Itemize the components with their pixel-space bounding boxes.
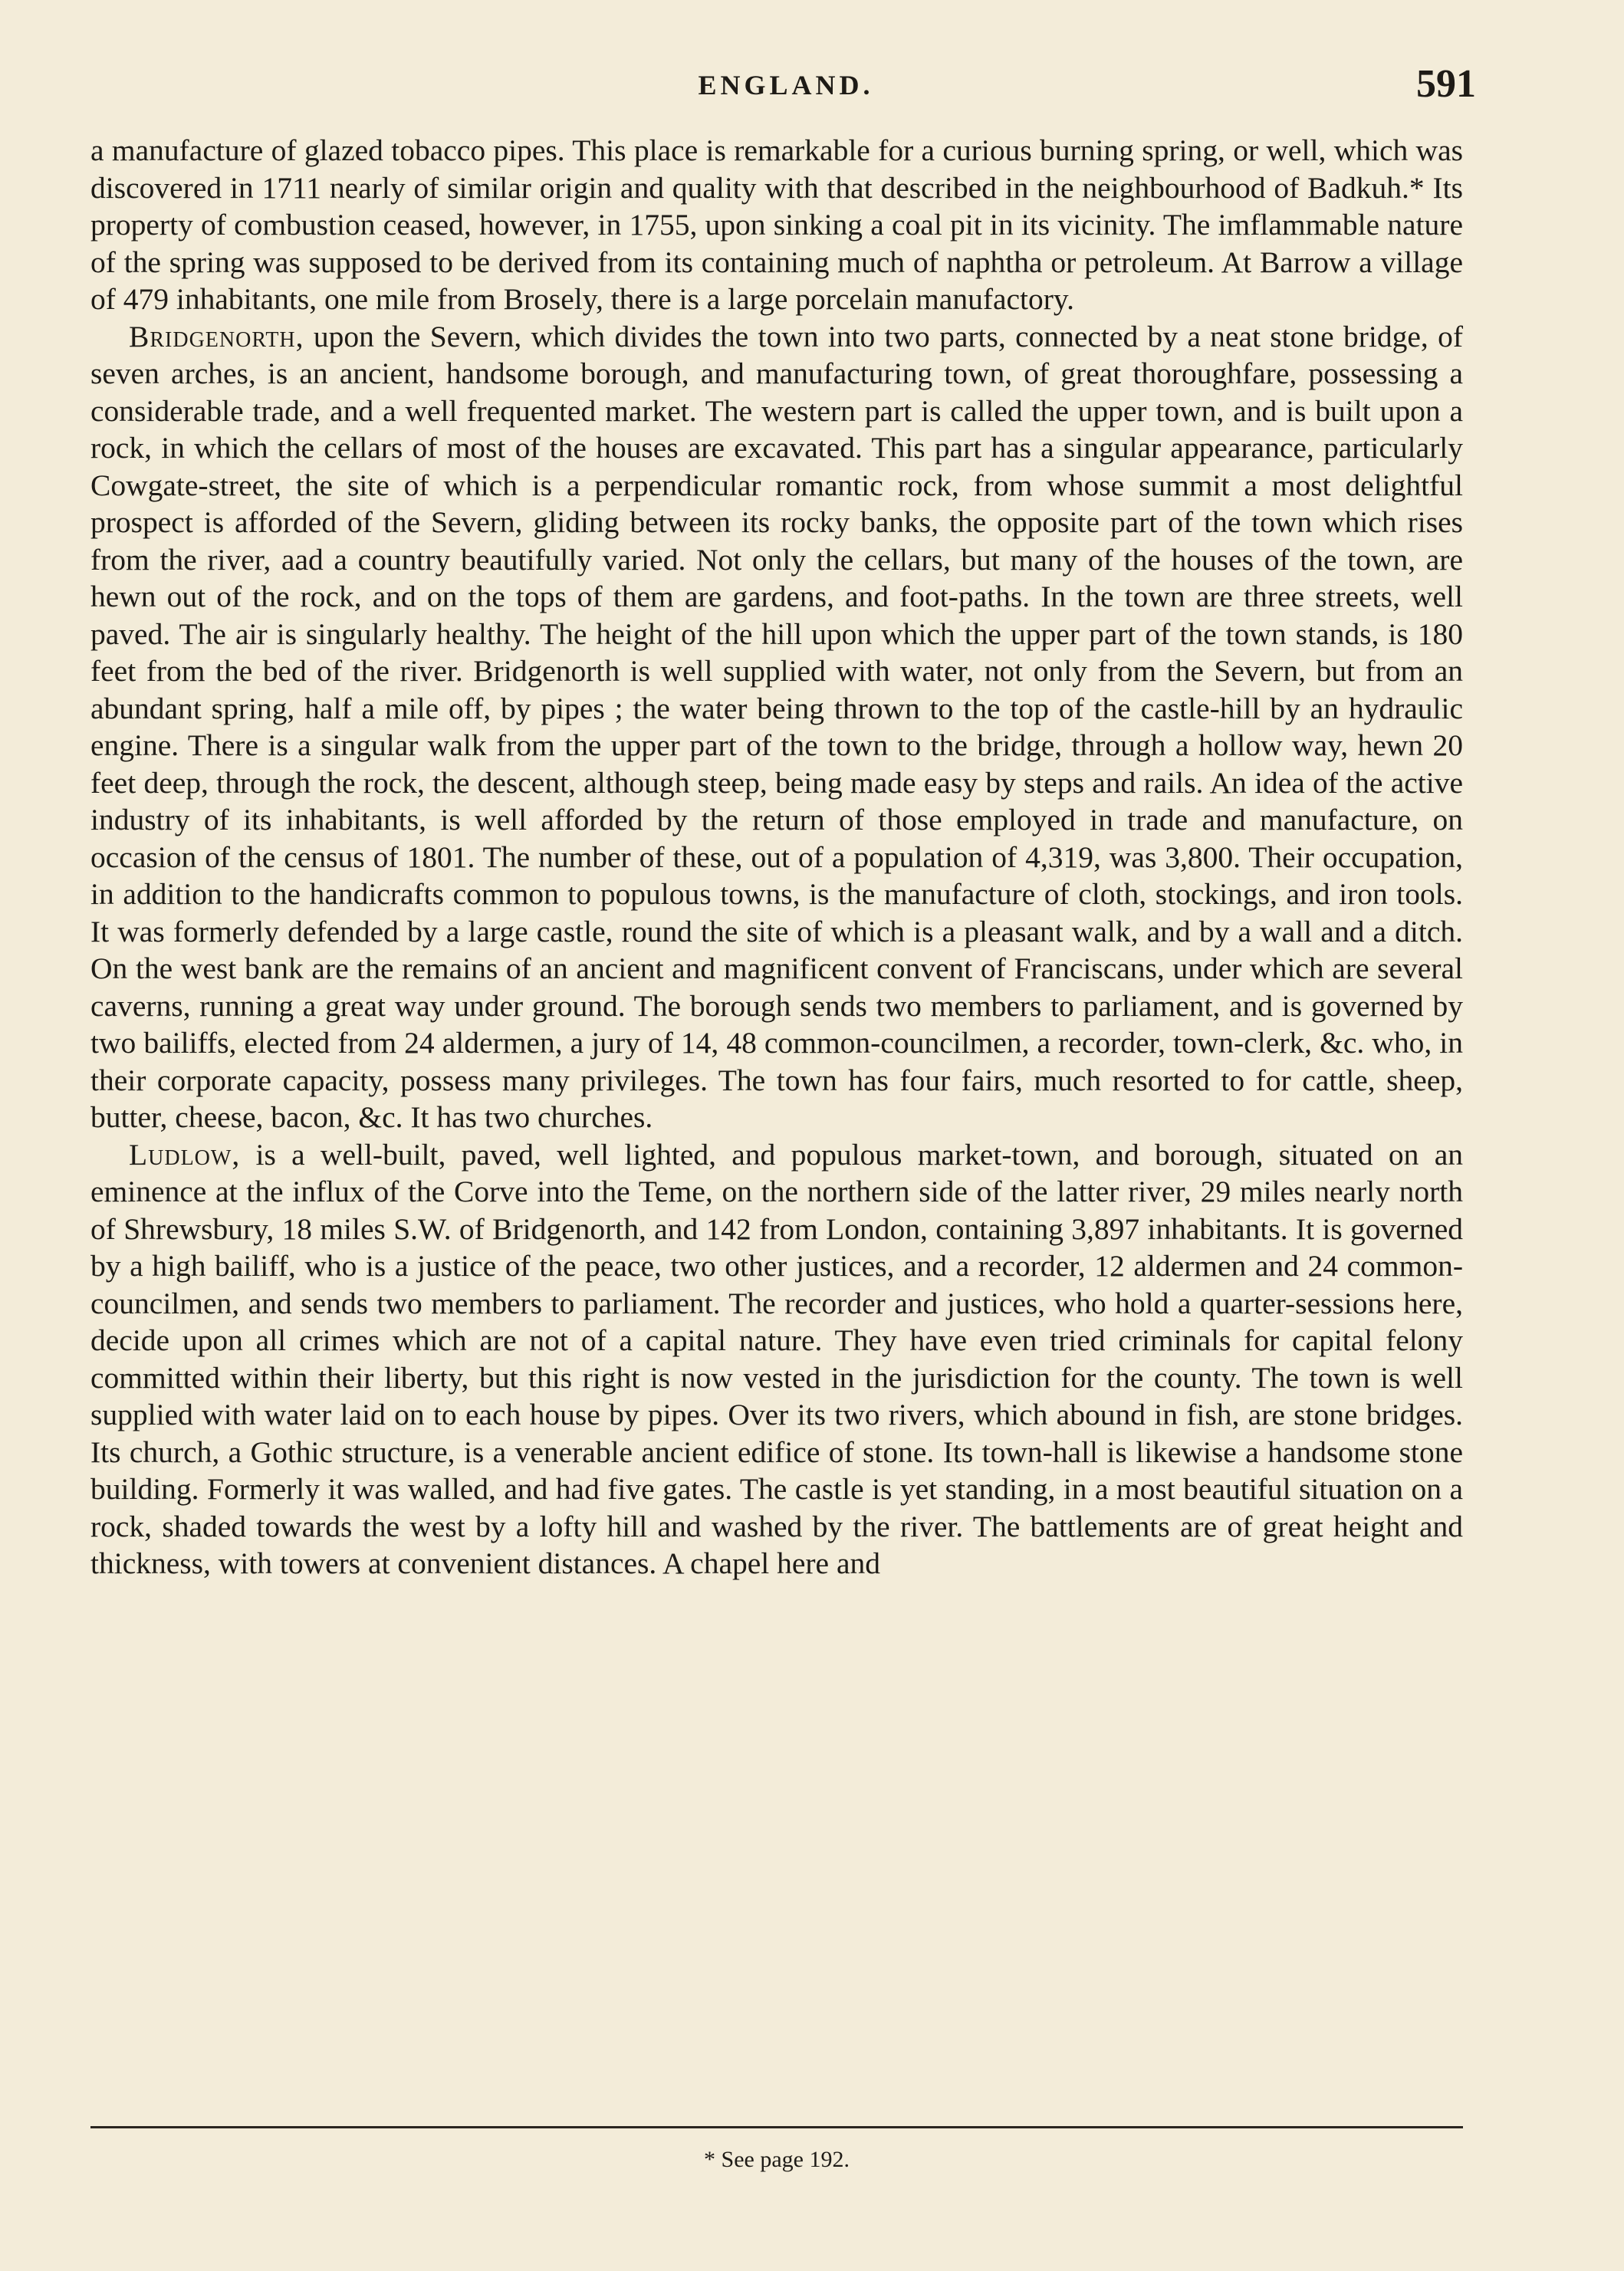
paragraph-text: is a well-built, paved, well lighted, and populous market-town, and borough, situated on an eminence at the influx of the Corve into the Teme, on the northern side of the latter river, 29 miles nearly north of Shrewsbury, 18 miles S.W. of Bridgenorth, and 142 from London, containing 3,897 inhabitants. It is governed by a high bailiff, who is a justice of the peace, two other justices, and a recorder, 12 aldermen and 24 common-councilmen, and sends two members to parliament. The recorder and justices, who hold a quarter-sessions here, decide upon all crimes which are not of a capital nature. They have even tried criminals for capital felony committed within their liberty, but this right is now vested in the jurisdiction for the county. The town is well supplied with water laid on to each house by pipes. Over its two rivers, which abound in fish, are stone bridges. Its church, a Gothic structure, is a venerable ancient edifice of stone. Its town-hall is likewise a handsome stone building. Formerly it was walled, and had five gates. The castle is yet standing, in a most beautiful situation on a rock, shaded towards the west by a lofty hill and washed by the river. The battlements are of great height and thickness, with towers at convenient distances. A chapel here and (90, 1137, 1463, 1580)
footnote: * See page 192. (704, 2147, 850, 2172)
place-name-bridgenorth: Bridgenorth, (129, 319, 304, 353)
paragraph-text: upon the Severn, which divides the town into two parts, connected by a neat stone bridge, of seven arches, is an ancient, handsome borough, and manufacturing town, of great thoroughfare, possessing a considerable trade, and a well frequented market. The western part is called the upper town, and is built upon a rock, in which the cellars of most of the houses are excavated. This part has a singular appearance, particularly Cowgate-street, the site of which is a perpendicular romantic rock, from whose summit a most delightful prospect is afforded of the Severn, gliding between its rocky banks, the opposite part of the town which rises from the river, aad a country beautifully varied. Not only the cellars, but many of the houses of the town, are hewn out of the rock, and on the tops of them are gardens, and foot-paths. In the town are three streets, well paved. The air is singularly healthy. The height of the hill upon which the upper part of the town stands, is 180 feet from the bed of the river. Bridgenorth is well supplied with water, not only from the Severn, but from an abundant spring, half a mile off, by pipes ; the water being thrown to the top of the castle-hill by an hydraulic engine. There is a singular walk from the upper part of the town to the bridge, through a hollow way, hewn 20 feet deep, through the rock, the descent, although steep, being made easy by steps and rails. An idea of the active industry of its inhabitants, is well afforded by the return of those employed in trade and manufacture, on occasion of the census of 1801. The number of these, out of a population of 4,319, was 3,800. Their occupation, in addition to the handicrafts common to populous towns, is the manufacture of cloth, stockings, and iron tools. It was formerly defended by a large castle, round the site of which is a pleasant walk, and by a wall and a ditch. On the west bank are the remains of an ancient and magnificent convent of Franciscans, under which are several caverns, running a great way under ground. The borough sends two members to parliament, and is governed by two bailiffs, elected from 24 aldermen, a jury of 14, 48 common-councilmen, a recorder, town-clerk, &c. who, in their corporate capacity, possess many privileges. The town has four fairs, much resorted to for cattle, sheep, butter, cheese, bacon, &c. It has two churches. (90, 319, 1463, 1134)
page-header (84, 62, 1476, 115)
paragraph-barrow (90, 132, 1463, 318)
place-name-ludlow: Ludlow, (129, 1137, 241, 1172)
body-text (90, 132, 1463, 1582)
running-head: ENGLAND. (698, 70, 874, 100)
paragraph-text: a manufacture of glazed tobacco pipes. This place is remarkable for a curious burning spring, or well, which was discovered in 1711 nearly of similar origin and quality with that described in the neighbourhood of Badkuh.* Its property of combustion ceased, however, in 1755, upon sinking a coal pit in its vicinity. The imflammable nature of the spring was supposed to be derived from its containing much of naphtha or petroleum. At Barrow a village of 479 inhabitants, one mile from Brosely, there is a large porcelain manufactory. (90, 133, 1463, 316)
paragraph-ludlow (90, 1136, 1463, 1582)
footnote-divider (90, 2126, 1463, 2128)
paragraph-bridgenorth (90, 318, 1463, 1136)
page-number: 591 (1416, 62, 1476, 106)
